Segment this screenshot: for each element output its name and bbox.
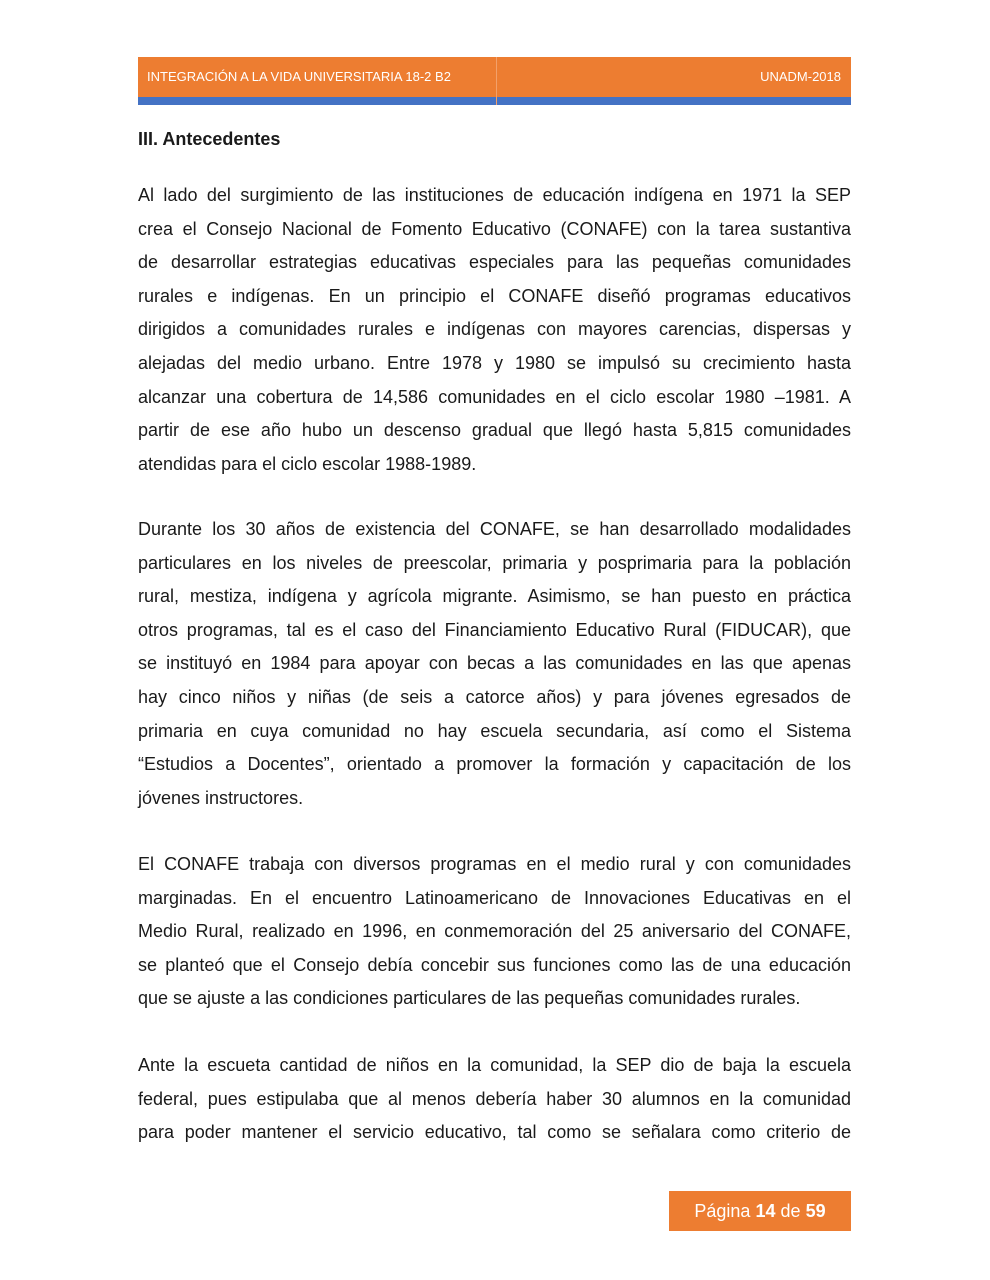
text-line: jóvenes instructores. xyxy=(138,787,304,808)
text-line: alejadas del medio urbano. Entre 1978 y 1980 se impulsó su crecimiento hasta xyxy=(138,352,851,373)
text-line: hay cinco niños y niñas (de seis a catorce años) y para jóvenes egresados de xyxy=(138,686,851,707)
text-line: “Estudios a Docentes”, orientado a promover la formación y capacitación de los xyxy=(138,754,851,775)
total-pages: 59 xyxy=(805,1201,826,1221)
current-page: 14 xyxy=(755,1201,776,1221)
text-line: marginadas. En el encuentro Latinoamericano de Innovaciones Educativas en el xyxy=(138,887,851,908)
text-line: Durante los 30 años de existencia del CONAFE, se han desarrollado modalidades xyxy=(138,519,851,539)
text-line: atendidas para el ciclo escolar 1988-1989. xyxy=(138,453,477,474)
text-line: que se ajuste a las condiciones particulares de las pequeñas comunidades rurales. xyxy=(138,988,801,1009)
header-divider xyxy=(496,57,497,105)
text-line: Al lado del surgimiento de las instituciones de educación indígena en 1971 la SEP xyxy=(138,185,851,205)
text-line: se instituyó en 1984 para apoyar con becas a las comunidades en las que apenas xyxy=(138,653,851,674)
text-line: El CONAFE trabaja con diversos programas en el medio rural y con comunidades xyxy=(138,854,851,874)
text-line: de desarrollar estrategias educativas especiales para las pequeñas comunidades xyxy=(138,252,851,273)
text-line: se planteó que el Consejo debía concebir sus funciones como las de una educación xyxy=(138,954,851,975)
text-line: Medio Rural, realizado en 1996, en conmemoración del 25 aniversario del CONAFE, xyxy=(138,921,851,942)
text-line: alcanzar una cobertura de 14,586 comunidades en el ciclo escolar 1980 –1981. A xyxy=(138,386,851,407)
of-label: de xyxy=(780,1201,801,1221)
text-line: dirigidos a comunidades rurales e indígenas con mayores carencias, dispersas y xyxy=(138,319,851,340)
paragraph-1 xyxy=(138,179,851,481)
paragraph-4 xyxy=(138,1049,851,1150)
header-course-title: INTEGRACIÓN A LA VIDA UNIVERSITARIA 18-2 B2 xyxy=(147,69,451,84)
header-institution: UNADM-2018 xyxy=(760,69,841,84)
text-line: rurales e indígenas. En un principio el CONAFE diseñó programas educativos xyxy=(138,285,851,306)
section-heading: III. Antecedentes xyxy=(138,129,281,149)
page-number-box xyxy=(669,1191,851,1231)
text-line: partir de ese año hubo un descenso gradual que llegó hasta 5,815 comunidades xyxy=(138,420,851,441)
paragraph-3 xyxy=(138,848,851,1016)
text-line: otros programas, tal es el caso del Financiamiento Educativo Rural (FIDUCAR), que xyxy=(138,619,851,640)
text-line: rural, mestiza, indígena y agrícola migrante. Asimismo, se han puesto en práctica xyxy=(138,586,851,607)
text-line: Ante la escueta cantidad de niños en la comunidad, la SEP dio de baja la escuela xyxy=(138,1055,851,1075)
header-accent-bar xyxy=(138,97,851,105)
text-line: primaria en cuya comunidad no hay escuela secundaria, así como el Sistema xyxy=(138,720,851,741)
text-line: federal, pues estipulaba que al menos debería haber 30 alumnos en la comunidad xyxy=(138,1088,851,1109)
page-label: Página xyxy=(694,1201,751,1221)
paragraph-2 xyxy=(138,513,851,815)
text-line: para poder mantener el servicio educativo, tal como se señalara como criterio de xyxy=(138,1122,851,1143)
text-line: crea el Consejo Nacional de Fomento Educativo (CONAFE) con la tarea sustantiva xyxy=(138,218,851,239)
text-line: particulares en los niveles de preescolar, primaria y posprimaria para la población xyxy=(138,552,851,573)
